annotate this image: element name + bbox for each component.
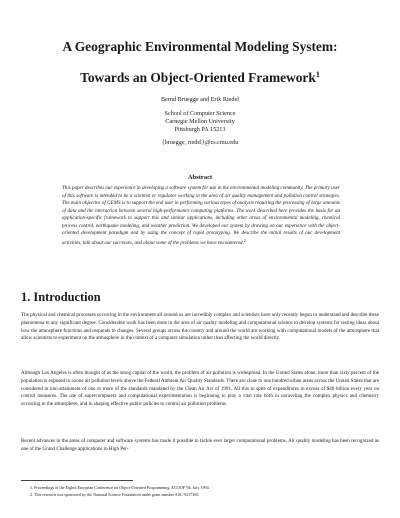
paper-title-line-2-text: Towards an Object-Oriented Framework	[80, 70, 316, 85]
affiliation-line-2: Carnegie Mellon University	[165, 118, 235, 125]
abstract-heading: Abstract	[187, 174, 213, 181]
affiliation-line-1: School of Computer Science	[164, 110, 236, 117]
affiliation-line-3: Pittsburgh PA 15213	[174, 126, 226, 133]
paper-title-line-2	[0, 67, 400, 86]
abstract-body	[62, 185, 340, 247]
intro-paragraph-2: Although Los Angeles is often thought of as the smog capital of the world, the problem of air pollution is widespread. In the United States alone, more than sixty percent of the population is exposed to ozone air pollution levels above the Federal Ambient Air Quality Standards. There are close to one hundred urban areas across the United States that are considered in non-attainment of one or more of the standards mandated by the Clean Air Act of 1991. All this in spite of expenditures in excess of $40 billion every year on control measures. The use of supercomputers and computational experimentation is beginning to play a vital role both in unraveling the complex physics and chemistry occurring in the atmosphere, and in shaping effective public policies to control air pollution problems.	[21, 370, 379, 408]
footnote-1: 1. Proceedings of the Eighth European Conference on Object-Oriented Programming, ECOOP '94, July 1994.	[30, 485, 210, 490]
footnote-2: 2. This research was sponsored by the National Science Foundation under grant number ASC-9217365.	[30, 492, 200, 497]
footnote-divider	[21, 480, 133, 481]
author-email: {brueggе, riedel}@cs.cmu.edu	[161, 139, 239, 146]
authors: Bernd Bruegge and Erik Riedel	[160, 96, 239, 103]
intro-paragraph-1: The physical and chemical processes occurring in the environment all around us are incredibly complex and scientists have only recently begun to understand and describe these phenomena to any significant degree. Considerable work has been done in the area of air quality modeling and computational science to develop systems for testing ideas about how the atmosphere functions and responds to changes. Several groups across the country and around the world are working with computational models of the atmosphere that allow scientists to experiment on the atmosphere in the context of a computer simulation rather than affecting the world directly.	[21, 312, 379, 342]
abstract-footnote-mark: 2	[243, 238, 246, 243]
paper-title-line-1: A Geographic Environmental Modeling System:	[62, 39, 338, 54]
title-footnote-mark: 1	[315, 70, 320, 79]
intro-paragraph-3: Recent advances in the areas of computer and software systems has made it possible to tackle ever larger computational problems. Air quality modeling has been recognized as one of the Grand Challenge applications in High Per-	[21, 438, 379, 452]
section-heading-introduction: 1. Introduction	[21, 290, 101, 304]
abstract-text: This paper describes our experience in developing a software system for use in the environmental modeling community. The primary user of this software is intended to be a scientist or regulator working in the area of air quality management and pollution control strategies. The main objective of GEMS is to support the end user in performing various types of analysis requiring the processing of large amounts of data and the interaction between several high-performance computing platforms. The work described here provides the basis for an application-specific framework to support this and similar applications, including other areas of environmental modeling, chemical process control, earthquake modeling, and weather prediction. We developed our system by drawing on our experience with the object-oriented development paradigm and by using the concept of rapid prototyping. We describe the initial results of our development activities, talk about our successes, and about some of the problems we have encountered.	[62, 185, 340, 246]
